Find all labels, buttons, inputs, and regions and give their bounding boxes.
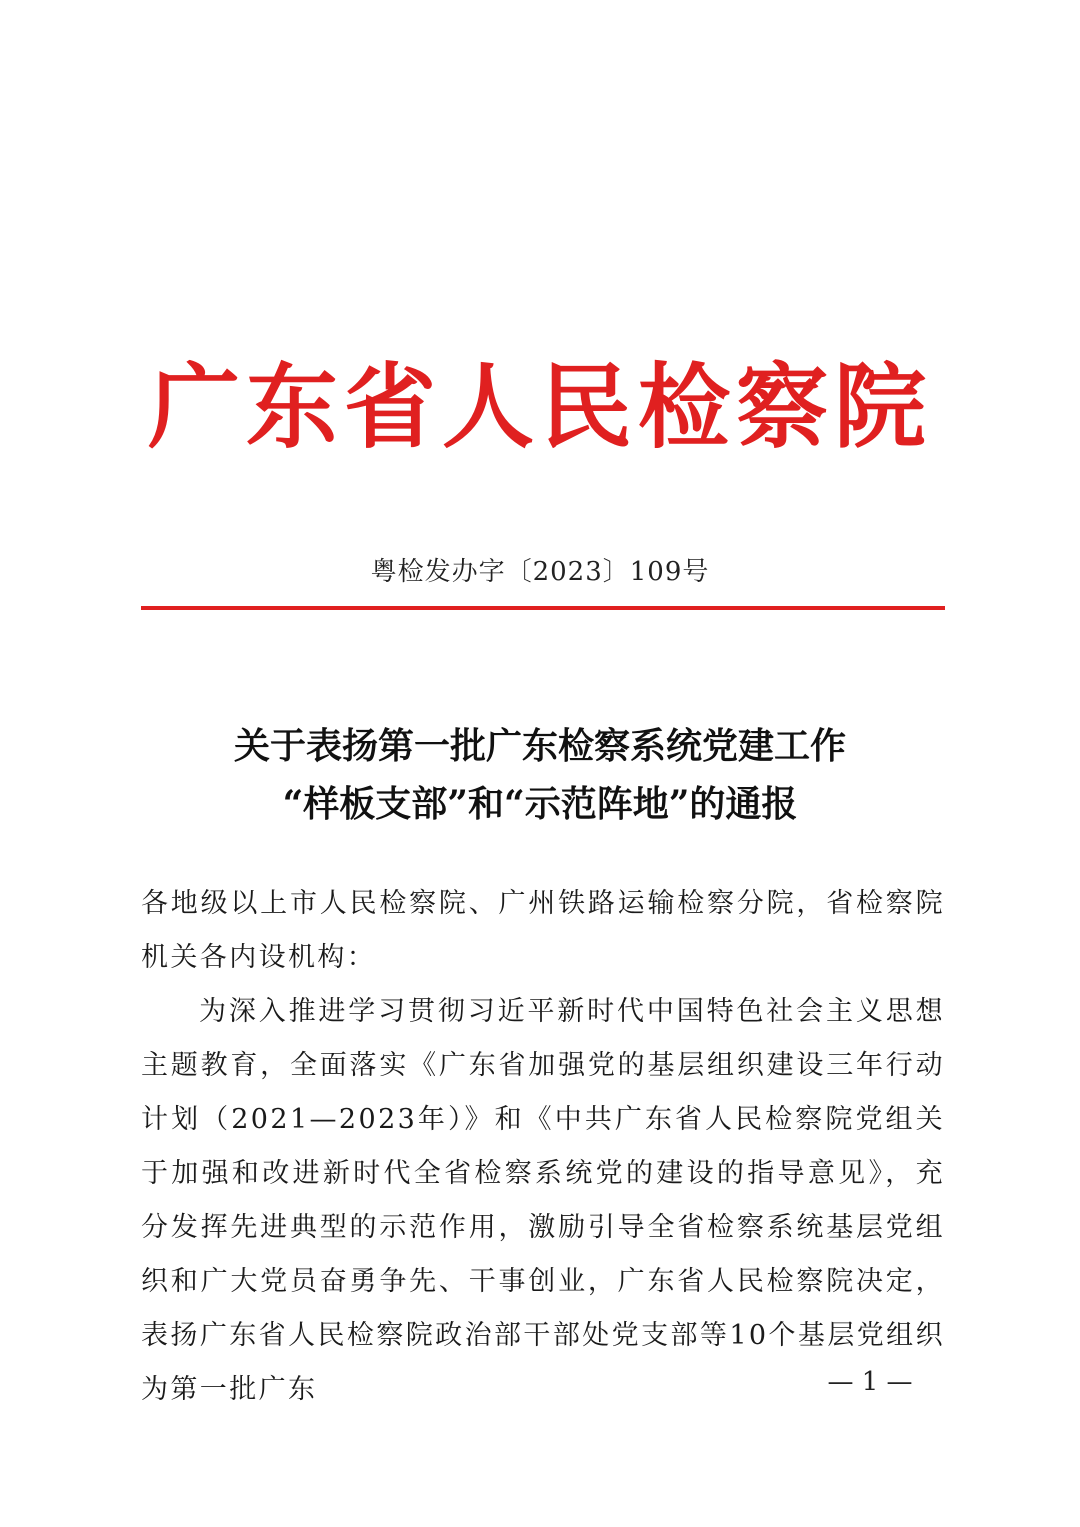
document-number: 粤检发办字〔2023〕109号 [370,557,710,587]
addressee-paragraph: 各地级以上市人民检察院、广州铁路运输检察分院，省检察院机关各内设机构： [141,888,945,973]
body-paragraph-1: 为深入推进学习贯彻习近平新时代中国特色社会主义思想主题教育，全面落实《广东省加强党的基层组织建设三年行动计划（2021—2023年）》和《中共广东省人民检察院党组关于加强和改进新时代全省检察系统党的建设的指导意见》，充分发挥先进典型的示范作用，激励引导全省检察系统基层党组织和广大党员奋勇争先、干事创业，广东省人民检察院决定，表扬广东省人民检察院政治部干部处党支部等10个基层党组织为第一批广东 [141,996,945,1405]
document-title [0,717,1080,833]
title-line-1: 关于表扬第一批广东检察系统党建工作 [233,725,846,767]
page-number: — 1 — [827,1367,913,1397]
title-line-2: “样板支部”和“示范阵地”的通报 [282,783,798,825]
red-separator-line [141,606,945,610]
body-text [141,877,945,1417]
issuer-heading: 广东省人民检察院 [147,353,932,461]
